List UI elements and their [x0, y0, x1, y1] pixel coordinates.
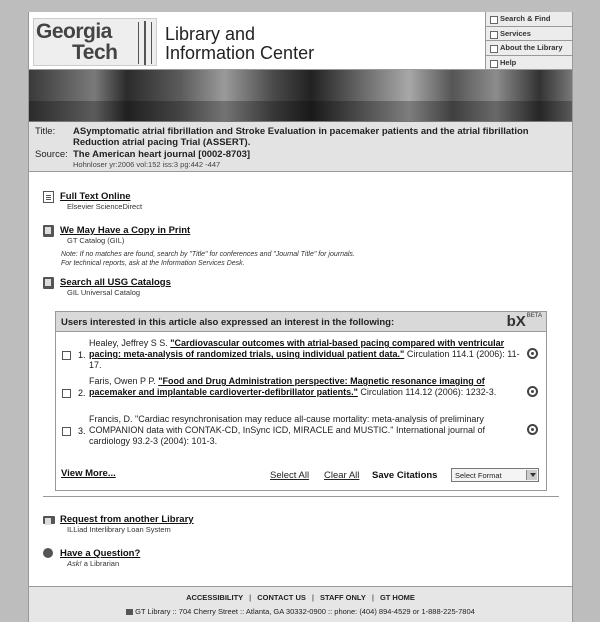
ill-system-name: ILLiad Interlibrary Loan System	[67, 525, 171, 534]
address-text: GT Library :: 704 Cherry Street :: Atlanta, GA 30332-0900 :: phone: (404) 894-4529 or 1-888-225-7804	[135, 607, 475, 616]
georgia-tech-logo[interactable]	[33, 18, 157, 66]
item-title: "Cardiac resynchronisation may reduce all-cause mortality: meta-analysis of preliminary COMPANION data with CONTAK-CD, InSync ICD, MIRACLE and MUSTIC."	[89, 414, 484, 435]
question-link[interactable]: Have a Question?	[60, 548, 141, 559]
question-icon	[43, 548, 53, 558]
footer-address	[29, 607, 572, 616]
full-text-block	[43, 190, 558, 211]
full-text-link[interactable]: Full Text Online	[60, 191, 131, 202]
full-text-provider: Elsevier ScienceDirect	[67, 202, 143, 211]
article-title: ASymptomatic atrial fibrillation and Stroke Evaluation in pacemaker patients and the atrial fibrillation Reduction atrial pacing Trial (ASSERT).	[73, 126, 529, 148]
source-label: Source:	[35, 149, 68, 160]
usg-block	[43, 276, 558, 297]
ask-librarian	[67, 559, 140, 568]
footer-accessibility-link[interactable]: ACCESSIBILITY	[186, 593, 244, 602]
print-copy-link[interactable]: We May Have a Copy in Print	[60, 225, 191, 236]
article-source: The American heart journal [0002-8703]	[73, 149, 251, 160]
page	[28, 12, 573, 622]
site-footer	[29, 586, 572, 622]
clear-all-link[interactable]: Clear All	[324, 470, 360, 481]
print-copy-catalog: GT Catalog (GIL)	[67, 236, 125, 245]
bx-info-icon[interactable]	[527, 386, 538, 397]
question-block	[43, 547, 140, 568]
footer-gt-home-link[interactable]: GT HOME	[379, 593, 415, 602]
bx-info-icon[interactable]	[527, 348, 538, 359]
footer-contact-link[interactable]: CONTACT US	[257, 593, 306, 602]
library-icon	[126, 609, 133, 615]
title-label: Title:	[35, 126, 56, 137]
librarian-text: a Librarian	[83, 559, 120, 568]
book-icon	[43, 225, 54, 237]
print-copy-block	[43, 224, 558, 245]
catalog-note-line1: Note: If no matches are found, search by "Title" for conferences and "Journal Title" for journals.	[61, 251, 355, 258]
document-icon	[43, 191, 54, 203]
footer-staff-link[interactable]: STAFF ONLY	[319, 593, 366, 602]
section-divider	[43, 496, 559, 497]
tech-tower-icon	[138, 22, 152, 64]
item-number: 3.	[78, 426, 86, 436]
bx-recommendations	[55, 311, 547, 491]
library-photo-banner	[29, 70, 572, 122]
item-checkbox[interactable]	[62, 389, 71, 398]
catalog-icon	[43, 277, 54, 289]
item-citation: Circulation 114.1 (2006): 11-17.	[89, 349, 520, 370]
item-author: Faris, Owen P P.	[89, 376, 156, 386]
usg-catalogs-link[interactable]: Search all USG Catalogs	[60, 277, 171, 288]
item-author: Healey, Jeffrey S S.	[89, 338, 168, 348]
view-more-link[interactable]: View More...	[61, 468, 116, 479]
catalog-note	[61, 250, 558, 268]
item-checkbox[interactable]	[62, 427, 71, 436]
site-header	[29, 12, 572, 70]
main-content	[29, 190, 572, 297]
chevron-down-icon	[526, 470, 537, 480]
library-title-line2: Information Center	[165, 43, 315, 63]
catalog-note-line2: For technical reports, ask at the Information Services Desk.	[61, 260, 245, 267]
bx-header	[56, 312, 546, 332]
format-selected-value: Select Format	[455, 471, 502, 480]
item-citation: Circulation 114.12 (2006): 1232-3.	[360, 387, 497, 397]
logo-line1: Georgia	[36, 20, 112, 43]
bx-logo-text: bX	[506, 313, 526, 330]
truck-icon	[43, 516, 55, 524]
library-title-line1: Library and	[165, 24, 256, 44]
usg-catalog-name: GIL Universal Catalog	[67, 288, 141, 297]
nav-services[interactable]: Services	[485, 27, 572, 42]
footer-links: ACCESSIBILITY | CONTACT US | STAFF ONLY | GT HOME	[186, 593, 415, 602]
bx-info-icon[interactable]	[527, 424, 538, 435]
select-all-link[interactable]: Select All	[270, 470, 310, 481]
top-nav	[485, 12, 572, 70]
library-title	[165, 25, 314, 63]
save-citations-label: Save Citations	[372, 470, 438, 481]
logo-line2: Tech	[72, 41, 118, 64]
article-details: Hohnloser yr:2006 vol:152 iss:3 pg:442 -447	[73, 160, 221, 169]
bx-heading: Users interested in this article also expressed an interest in the following:	[61, 317, 395, 328]
item-citation: International journal of cardiology 93.2-3 (2004): 101-3.	[89, 425, 486, 446]
ask-text: Ask!	[67, 559, 82, 568]
bx-logo	[507, 313, 542, 330]
citation-format-select[interactable]	[451, 468, 539, 482]
citation-panel	[29, 122, 572, 172]
nav-search-find[interactable]: Search & Find	[485, 12, 572, 27]
nav-about-library[interactable]: About the Library	[485, 41, 572, 56]
nav-help[interactable]: Help	[485, 56, 572, 71]
item-number: 2.	[78, 388, 86, 398]
item-title-link[interactable]: "Food and Drug Administration perspective: Magnetic resonance imaging of pacemaker and implantable cardioverter-defibrillator patients."	[89, 376, 485, 397]
item-author: Francis, D.	[89, 414, 133, 424]
item-number: 1.	[78, 350, 86, 360]
item-title-link[interactable]: "Cardiovascular outcomes with atrial-based pacing compared with ventricular pacing: meta-analysis of randomized trials, using individual patient data."	[89, 338, 505, 359]
ill-request-link[interactable]: Request from another Library	[60, 514, 194, 525]
item-checkbox[interactable]	[62, 351, 71, 360]
bx-beta: BETA	[526, 313, 542, 319]
ill-block	[43, 513, 194, 534]
bx-footer	[56, 460, 546, 490]
